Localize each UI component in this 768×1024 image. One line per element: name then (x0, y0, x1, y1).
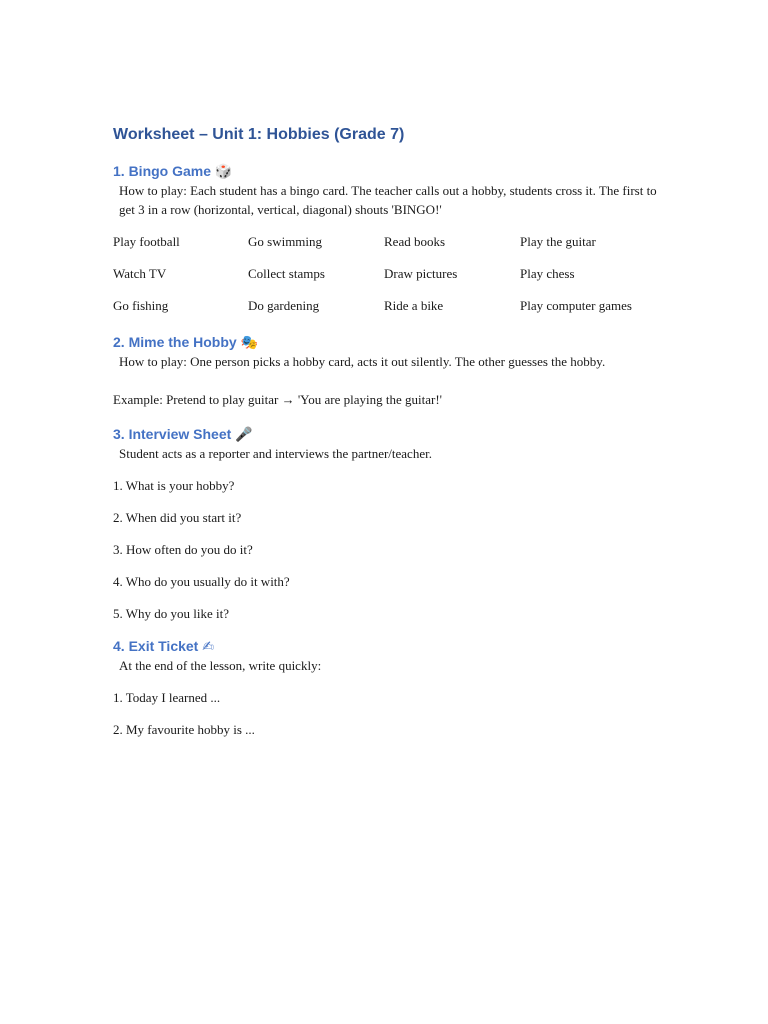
interview-instructions: Student acts as a reporter and interviews the partner/teacher. (119, 446, 432, 461)
bingo-cell: Play the guitar (520, 234, 596, 249)
bingo-cell: Collect stamps (248, 266, 325, 281)
section-heading-exit-ticket: 4. Exit Ticket ✍ (113, 638, 214, 654)
bingo-instructions: How to play: Each student has a bingo card. The teacher calls out a hobby, students cross it. The first to get 3 in a row (horizontal, vertical, diagonal) shouts 'BINGO!' (119, 183, 657, 217)
section-heading-mime: 2. Mime the Hobby 🎭 (113, 334, 259, 350)
exit-ticket-prompt: 1. Today I learned ... (113, 690, 221, 705)
worksheet-page (113, 124, 658, 752)
mime-instructions: How to play: One person picks a hobby card, acts it out silently. The other guesses the hobby. (119, 354, 606, 369)
bingo-cell: Go fishing (113, 298, 169, 313)
interview-question: 3. How often do you do it? (113, 542, 253, 557)
interview-question: 5. Why do you like it? (113, 606, 230, 621)
bingo-cell: Do gardening (248, 298, 320, 313)
interview-question: 1. What is your hobby? (113, 478, 235, 493)
section-heading-bingo: 1. Bingo Game 🎲 (113, 163, 233, 179)
bingo-cell: Play chess (520, 266, 575, 281)
bingo-grid (113, 232, 658, 315)
bingo-cell: Draw pictures (384, 266, 458, 281)
mime-example: Example: Pretend to play guitar → 'You are playing the guitar!' (113, 392, 443, 407)
bingo-cell: Watch TV (113, 266, 167, 281)
bingo-cell: Ride a bike (384, 298, 444, 313)
bingo-cell: Go swimming (248, 234, 323, 249)
section-heading-interview: 3. Interview Sheet 🎤 (113, 426, 253, 442)
bingo-cell: Play football (113, 234, 180, 249)
bingo-cell: Read books (384, 234, 446, 249)
bingo-cell: Play computer games (520, 298, 632, 313)
page-title: Worksheet – Unit 1: Hobbies (Grade 7) (113, 126, 405, 143)
exit-ticket-prompt: 2. My favourite hobby is ... (113, 722, 255, 737)
interview-question: 2. When did you start it? (113, 510, 242, 525)
interview-question: 4. Who do you usually do it with? (113, 574, 290, 589)
exit-ticket-instructions: At the end of the lesson, write quickly: (119, 658, 322, 673)
